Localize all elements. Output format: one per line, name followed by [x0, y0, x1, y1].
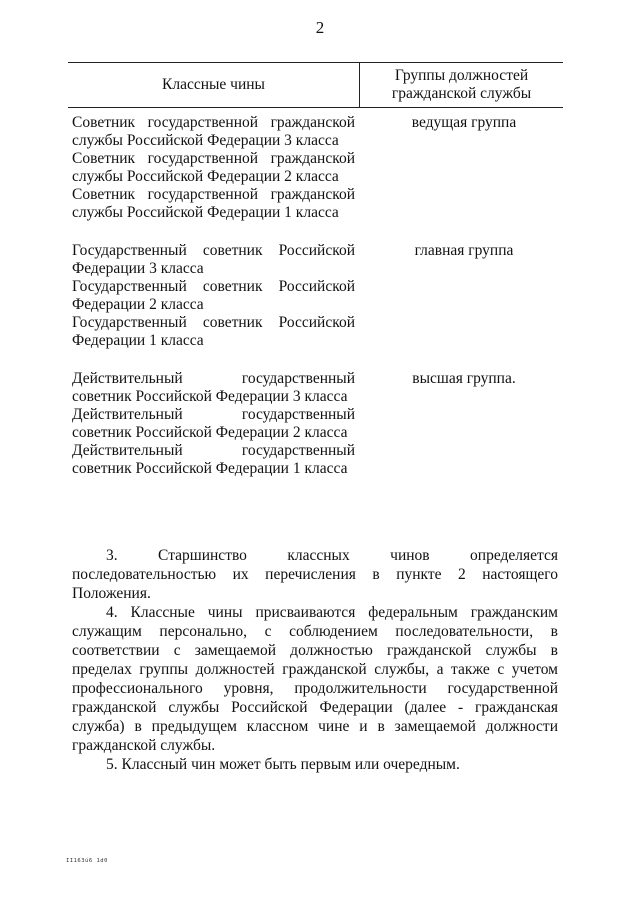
rank-list — [68, 242, 355, 350]
rank-item: Государственный советник Российской Федерации 3 класса — [72, 242, 355, 277]
paragraph-4: 4. Классные чины присваиваются федеральным гражданским служащим персонально, с соблюдением последовательности, в соответствии с замещаемой должностью гражданской службы в пределах группы должностей гражданской службы, а также с учетом профессионального уровня, продолжительности государственной гражданской службы Российской Федерации (далее - гражданская служба) в предыдущем классном чине и в замещаемой должности гражданской службы. — [72, 604, 558, 754]
rank-item: Государственный советник Российской Федерации 1 класса — [72, 314, 355, 349]
group-block-leading — [68, 114, 563, 222]
group-block-highest — [68, 370, 563, 478]
group-name: ведущая группа — [411, 114, 517, 131]
header-groups-line1: Группы должностей — [394, 67, 529, 84]
paragraph-5: 5. Классный чин может быть первым или очередным. — [106, 756, 460, 773]
rank-item: Государственный советник Российской Федерации 2 класса — [72, 278, 355, 313]
paragraph-3: 3. Старшинство классных чинов определяется последовательностью их перечисления в пункте 2 настоящего Положения. — [72, 547, 558, 602]
group-name: главная группа — [414, 242, 514, 259]
page-number: 2 — [315, 18, 325, 37]
rank-item: Советник государственной гражданской службы Российской Федерации 1 класса — [72, 186, 355, 221]
rank-item: Действительный государственный советник Российской Федерации 2 класса — [72, 406, 355, 441]
rank-item: Советник государственной гражданской службы Российской Федерации 3 класса — [72, 114, 355, 149]
rank-list — [68, 114, 355, 222]
rank-item: Действительный государственный советник Российской Федерации 3 класса — [72, 370, 355, 405]
rank-table — [68, 62, 563, 478]
header-groups — [360, 63, 563, 107]
header-ranks: Классные чины — [68, 63, 360, 107]
body-paragraphs — [72, 546, 558, 774]
rank-item: Советник государственной гражданской службы Российской Федерации 2 класса — [72, 150, 355, 185]
group-name: высшая группа. — [412, 370, 516, 387]
rank-list — [68, 370, 355, 478]
footer-document-code: II163ú6 1d0 — [66, 858, 108, 864]
table-header — [68, 62, 563, 108]
group-block-main — [68, 242, 563, 350]
header-groups-line2: гражданской службы — [391, 85, 532, 102]
rank-item: Действительный государственный советник Российской Федерации 1 класса — [72, 442, 355, 477]
